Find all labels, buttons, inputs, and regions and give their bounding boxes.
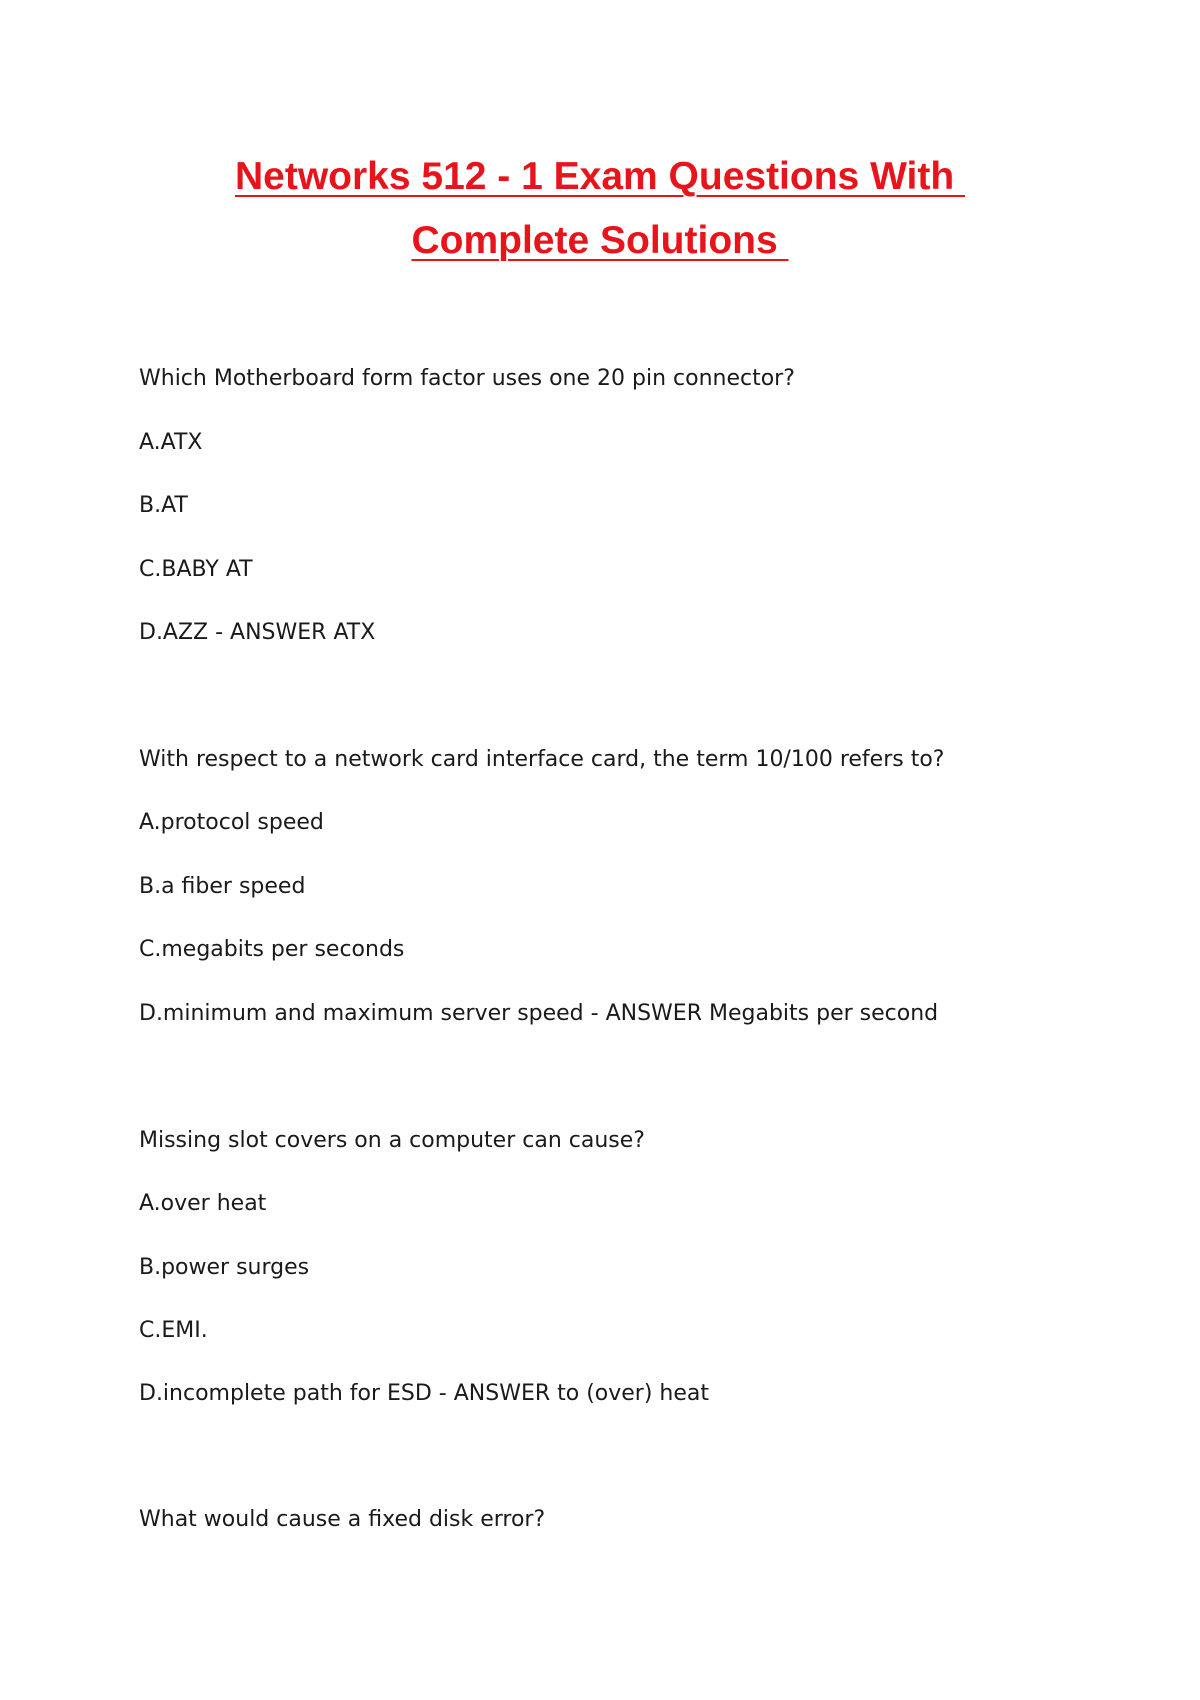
question-3-option-c: C.EMI. [139, 1318, 208, 1343]
question-1-option-d-answer: D.AZZ - ANSWER ATX [139, 620, 376, 645]
question-2-option-c: C.megabits per seconds [139, 937, 405, 962]
question-3-option-d-answer: D.incomplete path for ESD - ANSWER to (over) heat [139, 1381, 710, 1406]
question-2-option-b: B.a fiber speed [139, 874, 306, 899]
question-4-text: What would cause a fixed disk error? [139, 1507, 546, 1532]
question-2-option-d-answer: D.minimum and maximum server speed - ANSWER Megabits per second [139, 1001, 939, 1026]
question-2-option-a: A.protocol speed [139, 810, 324, 835]
question-3-option-a: A.over heat [139, 1191, 267, 1216]
question-1-option-c: C.BABY AT [139, 557, 253, 582]
question-2-text: With respect to a network card interface card, the term 10/100 refers to? [139, 747, 945, 772]
question-3-text: Missing slot covers on a computer can cause? [139, 1128, 645, 1153]
question-1-text: Which Motherboard form factor uses one 20 pin connector? [139, 366, 795, 391]
question-3-option-b: B.power surges [139, 1255, 310, 1280]
document-title-line-2: Complete Solutions [411, 219, 789, 262]
question-1-option-b: B.AT [139, 493, 188, 518]
document-title-line-1: Networks 512 - 1 Exam Questions With [234, 155, 966, 198]
question-1-option-a: A.ATX [139, 430, 203, 455]
